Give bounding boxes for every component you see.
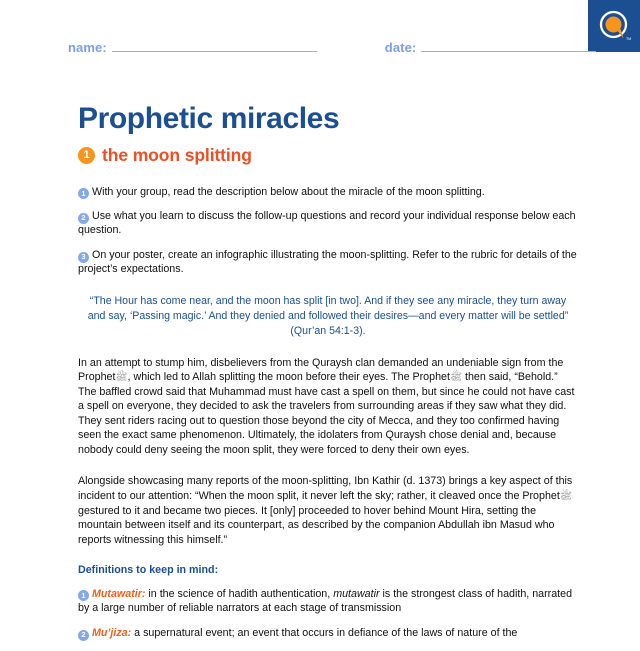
salawat-icon: ﷺ (115, 372, 128, 384)
body-paragraph-2 (78, 474, 578, 547)
salawat-icon: ﷺ (449, 372, 463, 384)
instruction-number-badge: 2 (78, 213, 89, 224)
instructions-list (78, 185, 578, 277)
definition-term: Mu’jiza: (92, 627, 132, 640)
paragraph-1-text-c: then said, “Behold.” The baffled crowd said that Muhammad must have cast a spell on them, but since he could not have cast a spell on everyone, they decided to ask the travelers from surrounding areas if they saw what they did. They sent riders racing out to question those beyond the city of Mecca, and they too confirmed having seen the exact same phenomenon. Ultimately, the idolaters from Quraysh chose denial and, because nobody could deny seeing the moon split, they were forced to deny their own eyes. (78, 371, 575, 456)
definition-text-a: a supernatural event; an event that occurs in defiance of the laws of nature of the (131, 627, 518, 640)
instruction-number-badge: 3 (78, 252, 89, 263)
definition-text-a: in the science of hadith authentication, (145, 587, 334, 600)
name-field[interactable] (68, 40, 317, 55)
definition-number-badge: 1 (78, 590, 89, 601)
student-info-row (68, 40, 580, 55)
svg-text:TM: TM (626, 37, 631, 41)
definition-text-b: is the strongest class of hadith, narrated by a large number of reliable narrators at each stage of transmission (78, 587, 573, 615)
date-write-line[interactable] (421, 40, 596, 52)
section-title: the moon splitting (102, 144, 252, 165)
definition-number-badge: 2 (78, 630, 89, 641)
instruction-text: With your group, read the description below about the miracle of the moon splitting. (92, 185, 485, 198)
date-field[interactable] (385, 40, 597, 55)
instruction-text: On your poster, create an infographic illustrating the moon-splitting. Refer to the rubric for details of the project’s expectations. (78, 249, 577, 276)
instruction-text: Use what you learn to discuss the follow-up questions and record your individual response below each question. (78, 210, 576, 237)
paragraph-1-text-b: , which led to Allah splitting the moon before their eyes. The Prophet (127, 371, 450, 384)
q-logo-icon (597, 9, 631, 43)
date-label: date: (384, 40, 417, 55)
paragraph-2-text-a: Alongside showcasing many reports of the moon-splitting, Ibn Kathir (d. 1373) brings a key aspect of this incident to our attention: “When the moon split, it never left the sky; rather, it cleaved once the Prophet (78, 475, 573, 503)
instruction-item (78, 185, 578, 199)
page-title: Prophetic miracles (78, 102, 340, 135)
name-write-line[interactable] (112, 40, 317, 52)
definition-item (78, 587, 578, 615)
paragraph-1-text-a: In an attempt to stump him, disbelievers from the Quraysh clan demanded an undeniable sign from the Prophet (78, 356, 564, 384)
body-paragraph-1 (78, 356, 578, 458)
paragraph-2-text-b: gestured to it and became two pieces. It [only] proceeded to hover behind Mount Hira, setting the mountain between itself and its counterpart, as described by the companion Abdullah ibn Masud who reports witnessing this himself.” (78, 504, 555, 546)
definition-item (78, 626, 578, 640)
definition-italic-word: mutawatir (333, 587, 380, 600)
name-label: name: (68, 40, 107, 55)
section-number-badge: 1 (78, 147, 95, 164)
definition-term: Mutawatir: (92, 587, 146, 600)
salawat-icon: ﷺ (559, 491, 572, 503)
section-heading (78, 145, 578, 166)
instruction-number-badge: 1 (78, 188, 89, 199)
quran-quote: “The Hour has come near, and the moon has split [in two]. And if they see any miracle, they turn away and say, ‘Passing magic.’ And they denied and followed their desires—and every matter will be settled” (Qur’an 54:1-3). (87, 294, 569, 337)
instruction-item (78, 209, 578, 237)
definitions-heading: Definitions to keep in mind: (78, 564, 219, 577)
worksheet-content (78, 103, 578, 651)
instruction-item (78, 248, 578, 276)
